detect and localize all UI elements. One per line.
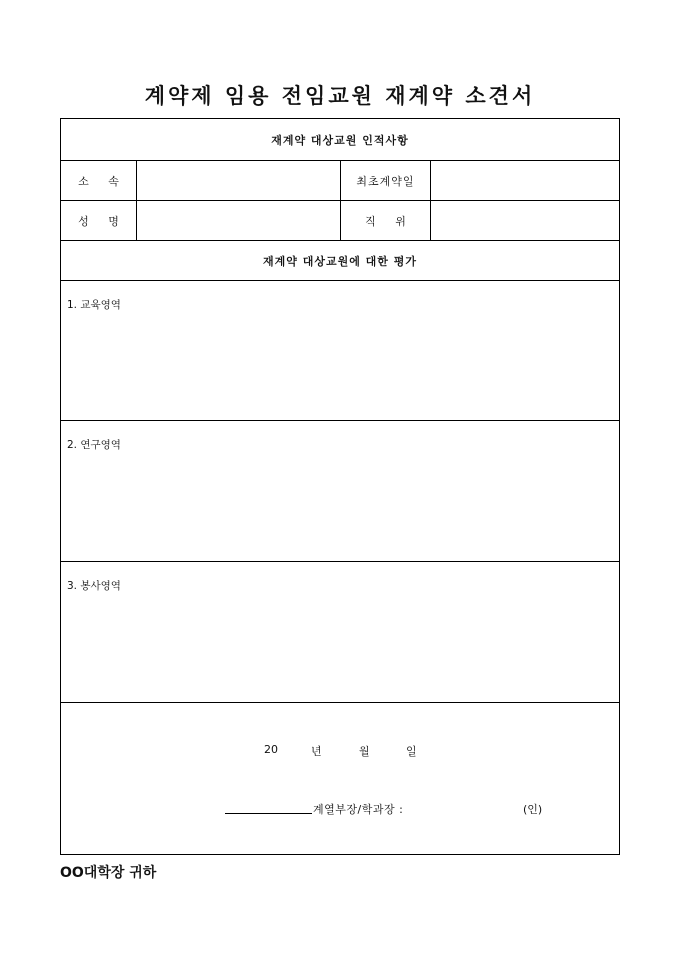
month-label: 월 [359, 745, 370, 758]
affiliation-field[interactable] [136, 161, 340, 200]
day-label: 일 [406, 745, 417, 758]
position-label: 직 위 [340, 201, 430, 240]
signature-block [61, 703, 619, 854]
affiliation-row [61, 161, 619, 201]
name-field[interactable] [136, 201, 340, 240]
research-area[interactable] [61, 421, 619, 562]
education-area[interactable] [61, 281, 619, 421]
first-contract-label: 최초계약일 [340, 161, 430, 200]
research-area-label: 2. 연구영역 [67, 439, 121, 451]
personal-info-heading: 재계약 대상교원 인적사항 [61, 119, 619, 161]
document-title: 계약제 임용 전임교원 재계약 소견서 [144, 83, 536, 108]
affiliation-label: 소 속 [78, 174, 127, 188]
service-area-label: 3. 봉사영역 [67, 580, 121, 592]
education-area-label: 1. 교육영역 [67, 299, 121, 311]
service-area[interactable] [61, 562, 619, 703]
recipient-text: OO대학장 귀하 [60, 865, 157, 881]
year-label: 년 [311, 745, 322, 758]
evaluation-heading: 재계약 대상교원에 대한 평가 [61, 241, 619, 281]
opinion-form [60, 118, 620, 855]
signature-line[interactable] [225, 813, 312, 814]
first-contract-field[interactable] [430, 161, 619, 200]
seal-label: (인) [523, 803, 543, 816]
name-row [61, 201, 619, 241]
year-prefix: 20 [264, 743, 278, 756]
name-label: 성 명 [78, 214, 127, 228]
signer-label: 계열부장/학과장 : [313, 803, 404, 816]
position-field[interactable] [430, 201, 619, 240]
